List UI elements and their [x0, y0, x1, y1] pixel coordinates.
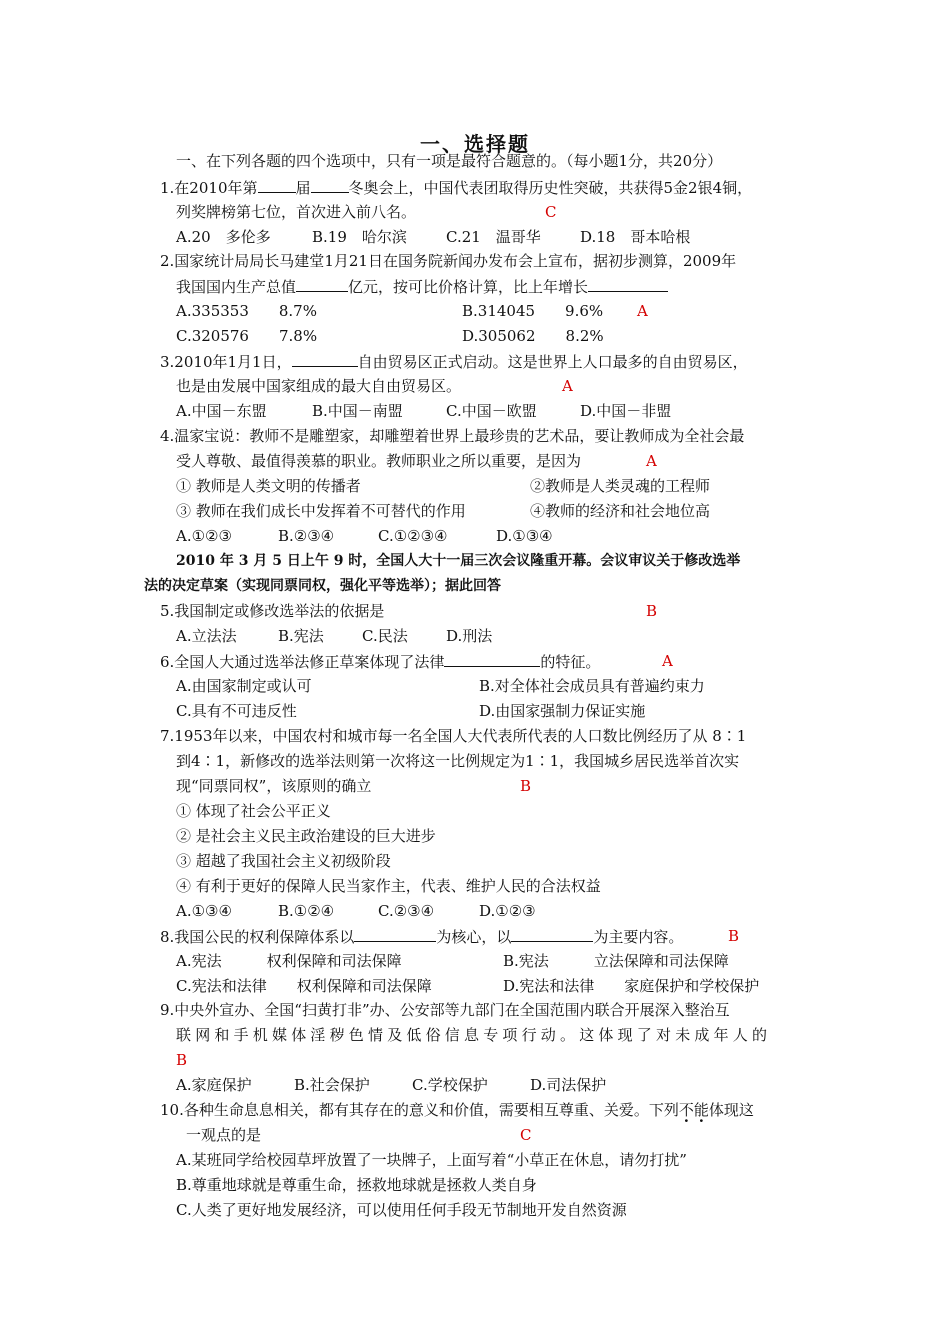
emphasis-dot: 能	[693, 1101, 709, 1119]
q9-option-a: A.家庭保护	[176, 1076, 252, 1094]
q4-item-3: ③ 教师在我们成长中发挥着不可替代的作用	[176, 502, 466, 520]
q1-option-a: A.20 多伦多	[176, 228, 271, 246]
q8-option-c: C.宪法和法律 权利保障和司法保障	[176, 977, 432, 995]
q5-option-d: D.刑法	[446, 627, 493, 645]
q7-option-a: A.①③④	[176, 902, 232, 920]
q7-item-1: ① 体现了社会公平正义	[176, 802, 331, 820]
q7-line2: 到4∶1，新修改的选举法则第一次将这一比例规定为1∶1，我国城乡居民选举首次实	[176, 752, 740, 770]
q5-stem: 5.我国制定或修改选举法的依据是	[160, 602, 385, 620]
q10-option-a: A.某班同学给校园草坪放置了一块牌子，上面写着“小草正在休息，请勿打扰”	[176, 1151, 687, 1169]
instruction: 一、在下列各题的四个选项中，只有一项是最符合题意的。（每小题1分，共20分）	[176, 152, 723, 170]
q1-option-b: B.19 哈尔滨	[312, 228, 407, 246]
q9-option-d: D.司法保护	[530, 1076, 607, 1094]
q2-option-a: A.335353 8.7%	[176, 302, 317, 320]
q2-line2: 我国国内生产总值 亿元，按可比价格计算，比上年增长	[176, 276, 668, 297]
q9-answer: B	[176, 1051, 188, 1069]
q9-option-c: C.学校保护	[412, 1076, 488, 1094]
q6-option-d: D.由国家强制力保证实施	[479, 702, 646, 720]
q8-option-d: D.宪法和法律 家庭保护和学校保护	[503, 977, 760, 995]
q7-item-3: ③ 超越了我国社会主义初级阶段	[176, 852, 391, 870]
q4-line1: 4.温家宝说：教师不是雕塑家，却雕塑着世界上最珍贵的艺术品，要让教师成为全社会最	[160, 427, 745, 445]
q7-item-4: ④ 有利于更好的保障人民当家作主，代表、维护人民的合法权益	[176, 877, 601, 895]
q8-option-a: A.宪法 权利保障和司法保障	[176, 952, 402, 970]
q4-line2: 受人尊敬、最值得羡慕的职业。教师职业之所以重要，是因为	[176, 452, 582, 470]
q6-option-c: C.具有不可违反性	[176, 702, 297, 720]
q7-item-2: ② 是社会主义民主政治建设的巨大进步	[176, 827, 436, 845]
material-line1: 2010 年 3 月 5 日上午 9 时，全国人大十一届三次会议隆重开幕。会议审议关于修改选举	[176, 553, 741, 569]
q6-option-a: A.由国家制定或认可	[176, 677, 312, 695]
q2-line1: 2.国家统计局局长马建堂1月21日在国务院新闻办发布会上宣布，据初步测算，2009年	[160, 252, 737, 270]
q2-option-d: D.305062 8.2%	[462, 327, 604, 345]
q4-item-1: ① 教师是人类文明的传播者	[176, 477, 361, 495]
q2-option-b: B.314045 9.6%	[462, 302, 604, 320]
q9-line2: 联网和手机媒体淫秽色情及低俗信息专项行动。这体现了对未成年人的	[176, 1026, 772, 1044]
q3-option-d: D.中国－非盟	[580, 402, 672, 420]
q7-line3: 现“同票同权”，该原则的确立	[176, 777, 372, 795]
q4-option-c: C.①②③④	[378, 527, 448, 545]
q1-option-d: D.18 哥本哈根	[580, 228, 691, 246]
q3-line1: 3.2010年1月1日， 自由贸易区正式启动。这是世界上人口最多的自由贸易区，	[160, 353, 748, 371]
q6-stem: 6.全国人大通过选举法修正草案体现了法律 的特征。	[160, 653, 601, 671]
q3-option-a: A.中国－东盟	[176, 402, 267, 420]
q8-option-b: B.宪法 立法保障和司法保障	[503, 952, 729, 970]
q3-option-c: C.中国－欧盟	[446, 402, 537, 420]
q5-option-b: B.宪法	[278, 627, 324, 645]
q3-line2: 也是由发展中国家组成的最大自由贸易区。	[176, 377, 462, 395]
q1-line2: 列奖牌榜第七位，首次进入前八名。	[176, 203, 417, 221]
q4-option-b: B.②③④	[278, 527, 335, 545]
q10-line1: 10.各种生命息息相关，都有其存在的意义和价值，需要相互尊重、关爱。下列不能体现这	[160, 1101, 754, 1119]
q6-answer: A	[662, 652, 673, 670]
q4-option-d: D.①③④	[496, 527, 553, 545]
q2-option-c: C.320576 7.8%	[176, 327, 318, 345]
q5-option-c: C.民法	[362, 627, 408, 645]
q4-answer: A	[646, 452, 657, 470]
emphasis-dot: 不	[678, 1101, 694, 1119]
q4-option-a: A.①②③	[176, 527, 232, 545]
q8-stem: 8.我国公民的权利保障体系以 为核心，以 为主要内容。	[160, 928, 684, 946]
q7-option-b: B.①②④	[278, 902, 335, 920]
q1-answer: C	[545, 203, 557, 221]
q7-option-d: D.①②③	[479, 902, 536, 920]
q10-answer: C	[520, 1126, 532, 1144]
q10-option-c: C.人类了更好地发展经济，可以使用任何手段无节制地开发自然资源	[176, 1201, 627, 1219]
q8-answer: B	[728, 927, 740, 945]
q1-option-c: C.21 温哥华	[446, 228, 541, 246]
q7-answer: B	[520, 777, 532, 795]
section-title: 一、选择题	[420, 132, 530, 156]
q3-answer: A	[562, 377, 573, 395]
q2-answer: A	[637, 302, 648, 320]
q4-item-2: ②教师是人类灵魂的工程师	[530, 477, 711, 495]
q4-item-4: ④教师的经济和社会地位高	[530, 502, 711, 520]
q7-option-c: C.②③④	[378, 902, 435, 920]
q5-answer: B	[646, 602, 658, 620]
q5-option-a: A.立法法	[176, 627, 237, 645]
q7-line1: 7.1953年以来，中国农村和城市每一名全国人大代表所代表的人口数比例经历了从 8∶1	[160, 727, 747, 745]
q9-line1: 9.中央外宣办、全国“扫黄打非”办、公安部等九部门在全国范围内联合开展深入整治互	[160, 1001, 730, 1019]
q6-option-b: B.对全体社会成员具有普遍约束力	[479, 677, 705, 695]
q10-line2: 一观点的是	[186, 1126, 262, 1144]
q9-option-b: B.社会保护	[294, 1076, 370, 1094]
q10-option-b: B.尊重地球就是尊重生命，拯救地球就是拯救人类自身	[176, 1176, 537, 1194]
q1-line1: 1.在2010年第 届 冬奥会上，中国代表团取得历史性突破，共获得5金2银4铜，	[160, 179, 753, 197]
q3-option-b: B.中国－南盟	[312, 402, 403, 420]
material-line2: 法的决定草案（实现同票同权，强化平等选举）；据此回答	[144, 578, 501, 594]
